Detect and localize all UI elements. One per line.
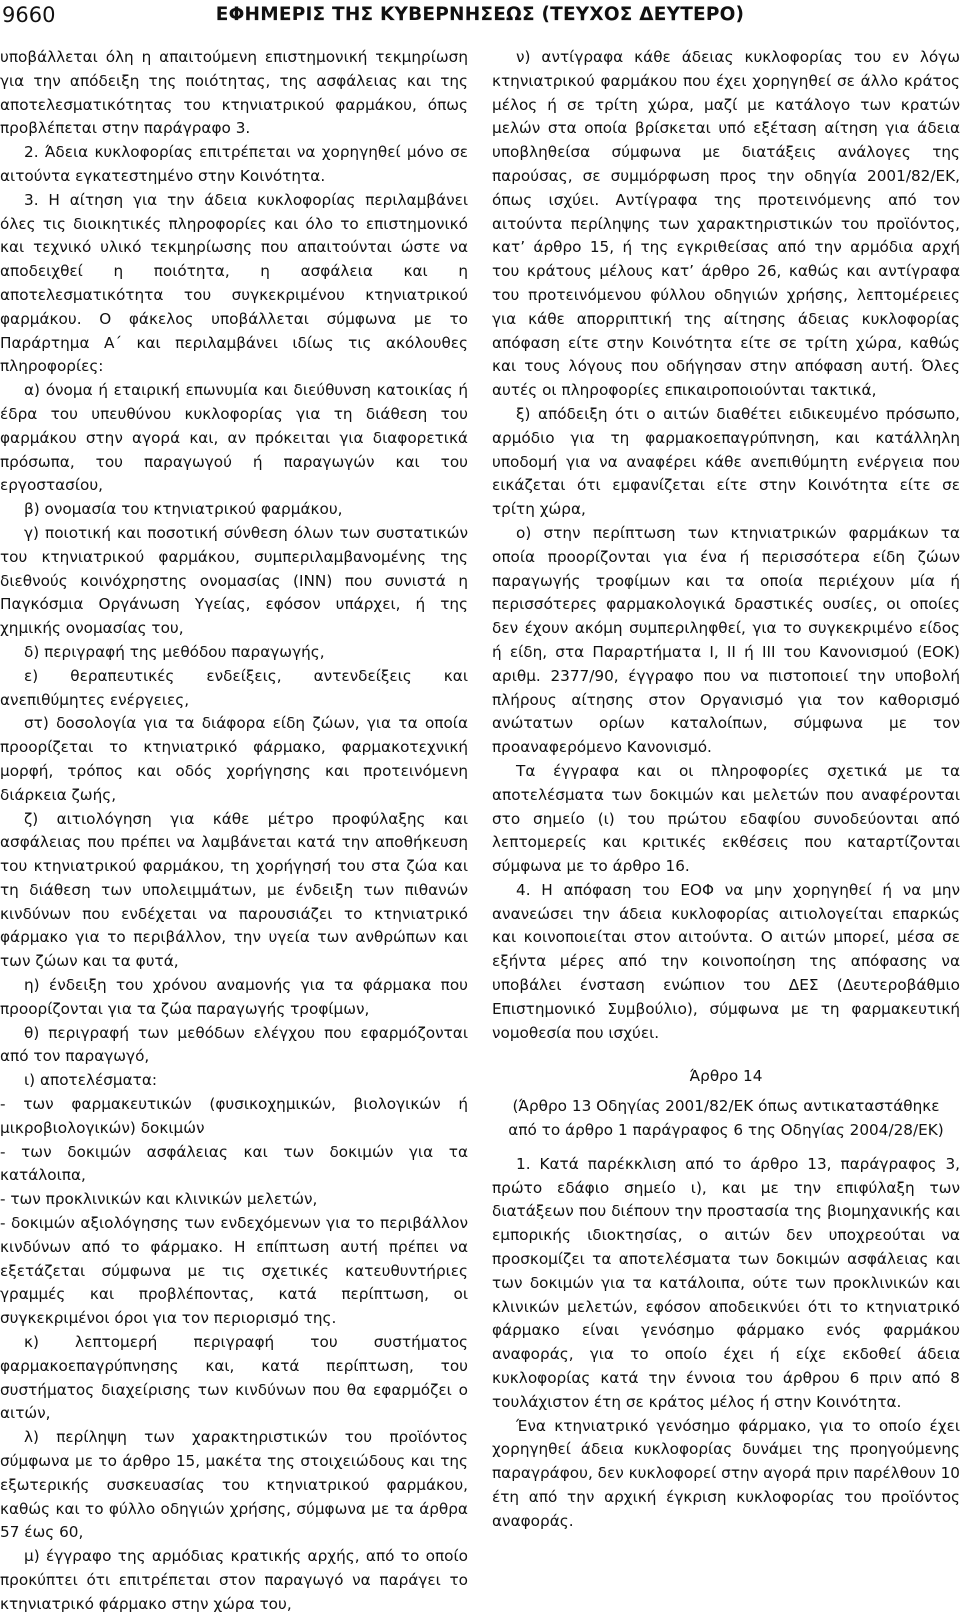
list-item: ε) θεραπευτικές ενδείξεις, αντενδείξεις και ανεπιθύμητες ενέργειες, bbox=[0, 666, 468, 709]
list-item: ν) αντίγραφα κάθε άδειας κυκλοφορίας του εν λόγω κτηνιατρικού φαρμάκου που έχει χορηγηθεί σε άλλο κράτος μέλος ή σε τρίτη χώρα, μαζί με κατάλογο των κρατών μελών στα οποία βρίσκεται υπό εξέταση αίτηση για άδεια υποβληθείσα σύμφωνα με διατάξεις ανάλογες της παρούσας, σε συμμόρφωση προς την οδηγία 2001/82/ΕΚ, όπως ισχύει. Αντίγραφα της προτεινόμενης από τον αιτούντα περίληψης των χαρακτηριστικών του προϊόντος, κατ’ άρθρο 15, ή της εγκριθείσας από την αρμόδια αρχή του κράτους μέλους κατ’ άρθρο 26, καθώς και αντίγραφα του προτεινόμενου φύλλου οδηγιών χρήσης, λεπτομέρειες για κάθε απορριπτική της αίτησης άδειας κυκλοφορίας απόφαση είτε στην Κοινότητα είτε σε τρίτη χώρα, καθώς και τους λόγους που οδήγησαν στην απόφαση αυτή. Όλες αυτές οι πληροφορίες επικαιροποιούνται τακτικά, bbox=[492, 48, 960, 400]
list-item: - δοκιμών αξιολόγησης των ενδεχόμενων για το περιβάλλον κινδύνων από το φάρμακο. Η επίπτωση αυτή πρέπει να εξετάζεται σύμφωνα με τις σχετικές κατευθυντήριες γραμμές και προβλέποντας, κατά περίπτωση, οι συγκεκριμένοι όροι για τον περιορισμό της. bbox=[0, 1214, 468, 1328]
list-item: η) ένδειξη του χρόνου αναμονής για τα φάρμακα που προορίζονται για τα ζώα παραγωγής τροφίμων, bbox=[0, 976, 468, 1018]
article-heading: Άρθρο 14 bbox=[689, 1067, 763, 1086]
paragraph: 3. Η αίτηση για την άδεια κυκλοφορίας περιλαμβάνει όλες τις διοικητικές πληροφορίες και όλο το επιστημονικό και τεχνικό υλικό τεκμηρίωσης που απαιτούνται ώστε να αποδειχθεί η ποιότητα, η ασφάλεια και η αποτελεσματικότητα του συγκεκριμένου κτηνιατρικού φαρμάκου. Ο φάκελος υποβάλλεται σύμφωνα με το Παράρτημα Α΄ και περιλαμβάνει ιδίως τις ακόλουθες πληροφορίες: bbox=[0, 190, 468, 376]
paragraph: 2. Άδεια κυκλοφορίας επιτρέπεται να χορηγηθεί μόνο σε αιτούντα εγκατεστημένο στην Κοινότητα. bbox=[0, 143, 468, 185]
page-header bbox=[0, 0, 960, 32]
list-item: - των δοκιμών ασφάλειας και των δοκιμών για τα κατάλοιπα, bbox=[0, 1142, 468, 1185]
left-column bbox=[0, 46, 468, 1617]
list-item: ι) αποτελέσματα: bbox=[24, 1071, 158, 1090]
list-item: ζ) αιτιολόγηση για κάθε μέτρο προφύλαξης και ασφάλειας που πρέπει να λαμβάνεται κατά την αποθήκευση του κτηνιατρικού φαρμάκου, τη χορήγησή του στα ζώα και τη διάθεση των υπολειμμάτων, με ένδειξη των πιθανών κινδύνων που ενδέχεται να παρουσιάζει το κτηνιατρικό φάρμακο για το περιβάλλον, την υγεία των ανθρώπων και των ζώων και τα φυτά, bbox=[0, 809, 468, 971]
paragraph: Τα έγγραφα και οι πληροφορίες σχετικά με τα αποτελέσματα των δοκιμών και μελετών που αναφέρονται στο σημείο (ι) του πρώτου εδαφίου συνοδεύονται από λεπτομερείς και κριτικές εκθέσεις που καταρτίζονται σύμφωνα με το άρθρο 16. bbox=[492, 761, 960, 876]
list-item: ο) στην περίπτωση των κτηνιατρικών φαρμάκων τα οποία προορίζονται για ένα ή περισσότερα είδη ζώων παραγωγής τροφίμων και τα οποία περιέχουν μία ή περισσότερες φαρμακολογικά δραστικές ουσίες, οι οποίες δεν έχουν ακόμη συμπεριληφθεί, για το συγκεκριμένο είδος ή είδη, στα Παραρτήματα Ι, ΙΙ ή ΙΙΙ του Κανονισμού (ΕΟΚ) αριθμ. 2377/90, έγγραφο που να πιστοποιεί την υποβολή πλήρους αίτησης στον Οργανισμό για τον καθορισμό ανώτατων ορίων καταλοίπων, σύμφωνα με τον προαναφερόμενο Κανονισμό. bbox=[492, 523, 960, 757]
paragraph: Ένα κτηνιατρικό γενόσημο φάρμακο, για το οποίο έχει χορηγηθεί άδεια κυκλοφορίας δυνάμει της προηγούμενης παραγράφου, δεν κυκλοφορεί στην αγορά πριν παρέλθουν 10 έτη από την αρχική έγκριση κυκλοφορίας του προϊόντος αναφοράς. bbox=[492, 1416, 960, 1530]
list-item: λ) περίληψη των χαρακτηριστικών του προϊόντος σύμφωνα με το άρθρο 15, μακέτα της στοιχειώδους και της εξωτερικής συσκευασίας του κτηνιατρικού φαρμάκου, καθώς και το φύλλο οδηγιών χρήσης, σύμφωνα με τα άρθρα 57 έως 60, bbox=[0, 1428, 468, 1542]
list-item: - των φαρμακευτικών (φυσικοχημικών, βιολογικών ή μικροβιολογικών) δοκιμών bbox=[0, 1095, 468, 1137]
page-number: 9660 bbox=[2, 3, 56, 27]
list-item: ξ) απόδειξη ότι ο αιτών διαθέτει ειδικευμένο πρόσωπο, αρμόδιο για τη φαρμακοεπαγρύπνηση, και κατάλληλη υποδομή για να αναφέρει κάθε ανεπιθύμητη ενέργεια που εικάζεται ότι εμφανίζεται είτε στην Κοινότητα είτε σε τρίτη χώρα, bbox=[492, 404, 960, 519]
right-column bbox=[492, 46, 960, 1534]
paragraph: 1. Κατά παρέκκλιση από το άρθρο 13, παράγραφος 3, πρώτο εδάφιο σημείο ι), και με την επιφύλαξη των διατάξεων που διέπουν την προστασία της βιομηχανικής και εμπορικής ιδιοκτησίας, ο αιτών δεν υποχρεούται να προσκομίζει τα αποτελέσματα των δοκιμών ασφάλειας και των δοκιμών για τα κατάλοιπα, ούτε των προκλινικών και κλινικών μελετών, εφόσον αποδεικνύει ότι το κτηνιατρικό φάρμακο είναι γενόσημο φάρμακο ενός φαρμάκου αναφοράς, για το οποίο έχει ή είχε εκδοθεί άδεια κυκλοφορίας κατά την έννοια του άρθρου 6 πριν από 8 τουλάχιστον έτη σε κράτος μέλος ή στην Κοινότητα. bbox=[492, 1154, 960, 1411]
list-item: θ) περιγραφή των μεθόδων ελέγχου που εφαρμόζονται από τον παραγωγό, bbox=[0, 1023, 468, 1066]
gazette-title: ΕΦΗΜΕΡΙΣ ΤΗΣ ΚΥΒΕΡΝΗΣΕΩΣ (ΤΕΥΧΟΣ ΔΕΥΤΕΡΟ) bbox=[215, 4, 745, 25]
list-item: στ) δοσολογία για τα διάφορα είδη ζώων, για τα οποία προορίζεται το κτηνιατρικό φάρμακο, φαρμακοτεχνική μορφή, τρόπος και οδός χορήγησης και προτεινόμενη διάρκεια ζωής, bbox=[0, 714, 468, 804]
list-item: δ) περιγραφή της μεθόδου παραγωγής, bbox=[24, 642, 325, 661]
list-item: κ) λεπτομερή περιγραφή του συστήματος φαρμακοεπαγρύπνησης και, κατά περίπτωση, του συστήματος διαχείρισης των κινδύνων που θα εφαρμόζει ο αιτών, bbox=[0, 1333, 468, 1423]
list-item: α) όνομα ή εταιρική επωνυμία και διεύθυνση κατοικίας ή έδρα του υπευθύνου κυκλοφορίας για τη διάθεση του φαρμάκου στην αγορά και, αν πρόκειται για διαφορετικά πρόσωπα, του παραγωγού ή παραγωγών και του εργοστασίου, bbox=[0, 381, 468, 495]
list-item: β) ονομασία του κτηνιατρικού φαρμάκου, bbox=[24, 500, 343, 519]
paragraph: 4. Η απόφαση του ΕΟΦ να μην χορηγηθεί ή να μην ανανεώσει την άδεια κυκλοφορίας αιτιολογείται επαρκώς και κοινοποιείται στον αιτούντα. Ο αιτών μπορεί, μέσα σε εξήντα μέρες από την κοινοποίηση της απόφασης να υποβάλει ένσταση ενώπιον του ΔΕΣ (Δευτεροβάθμιο Επιστημονικό Συμβούλιο), σύμφωνα με τη φαρμακευτική νομοθεσία που ισχύει. bbox=[492, 880, 960, 1042]
list-item: - των προκλινικών και κλινικών μελετών, bbox=[0, 1190, 318, 1209]
list-item: μ) έγγραφο της αρμόδιας κρατικής αρχής, από το οποίο προκύπτει ότι επιτρέπεται στον παραγωγό να παράγει το κτηνιατρικό φάρμακο στην χώρα του, bbox=[0, 1547, 468, 1613]
paragraph: υποβάλλεται όλη η απαιτούμενη επιστημονική τεκμηρίωση για την απόδειξη της ποιότητας, της ασφάλειας και της αποτελεσματικότητας του κτηνιατρικού φαρμάκου, όπως προβλέπεται στην παράγραφο 3. bbox=[0, 48, 468, 138]
list-item: γ) ποιοτική και ποσοτική σύνθεση όλων των συστατικών του κτηνιατρικού φαρμάκου, συμπεριλαμβανομένης της διεθνούς κοινόχρηστης ονομασίας (INN) που συνιστά η Παγκόσμια Οργάνωση Υγείας, εφόσον υπάρχει, ή της χημικής ονομασίας του, bbox=[0, 523, 468, 638]
article-caption: (Άρθρο 13 Οδηγίας 2001/82/ΕΚ όπως αντικαταστάθηκε από το άρθρο 1 παράγραφος 6 της Οδηγίας 2004/28/ΕΚ) bbox=[508, 1097, 944, 1140]
